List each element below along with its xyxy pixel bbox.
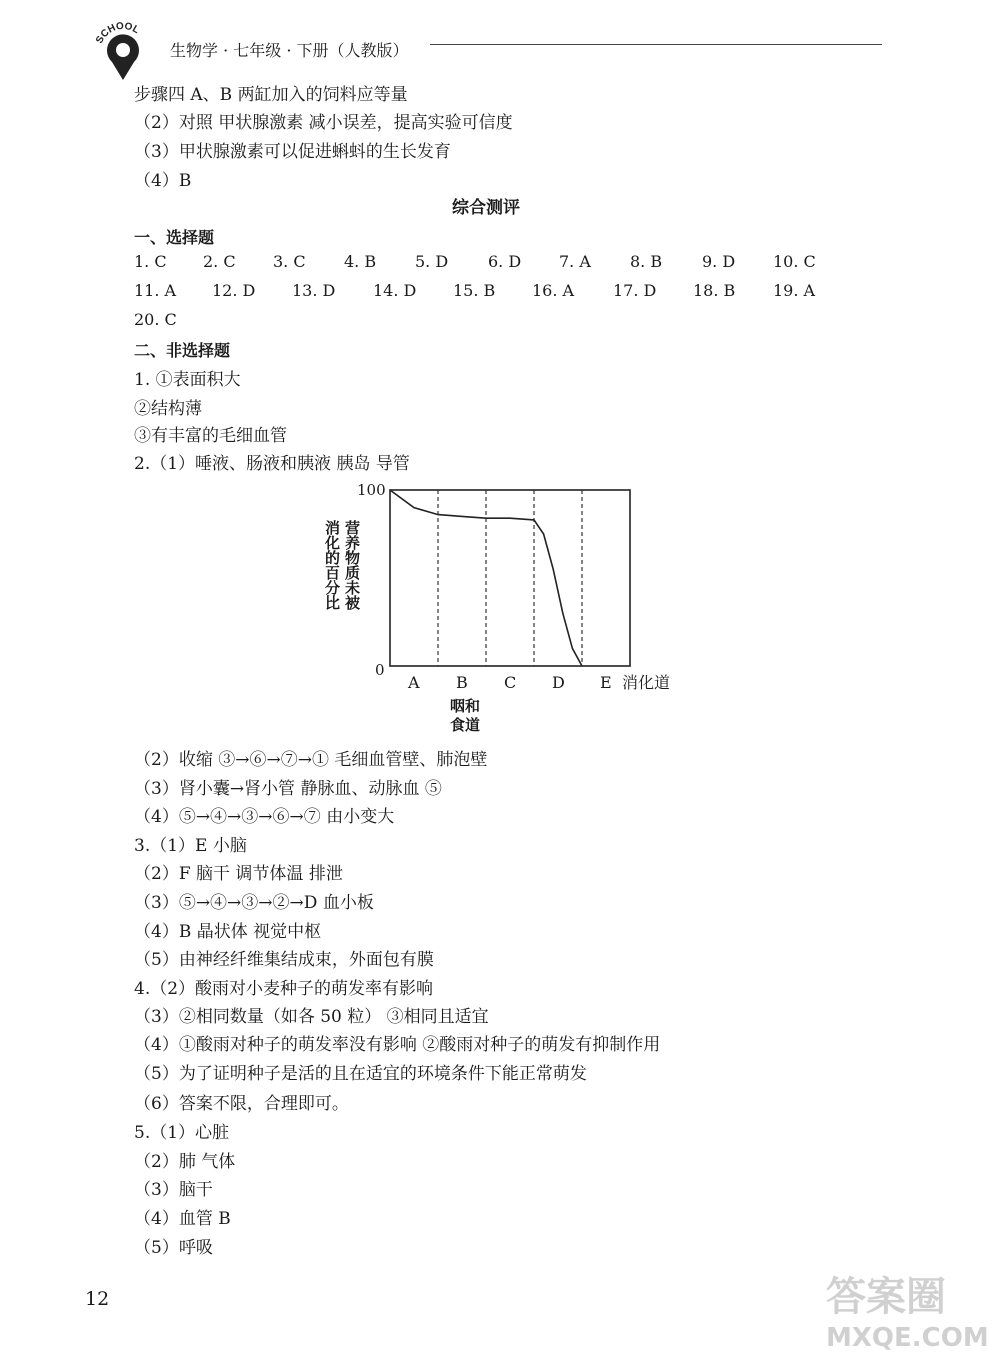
- header-rule: [430, 44, 882, 45]
- text-line: （3）肾小囊→肾小管 静脉血、动脉血 ⑤: [134, 779, 442, 799]
- y-tick-label: 0: [375, 661, 385, 679]
- page-number: 12: [85, 1288, 110, 1310]
- text-line: 4.（2）酸雨对小麦种子的萌发率有影响: [134, 979, 434, 999]
- plot-frame: [390, 490, 630, 666]
- choice-answer: 5. D: [415, 252, 449, 271]
- text-line: （4）①酸雨对种子的萌发率没有影响 ②酸雨对种子的萌发有抑制作用: [134, 1035, 661, 1055]
- category-sublabel: 咽和: [450, 697, 481, 715]
- text-line: 3.（1）E 小脑: [134, 836, 247, 856]
- choice-answer: 11. A: [134, 281, 177, 300]
- text-line: （3）甲状腺激素可以促进蝌蚪的生长发育: [134, 142, 451, 162]
- text-line: （2）F 脑干 调节体温 排泄: [134, 864, 343, 884]
- part2-title: 二、非选择题: [134, 341, 231, 360]
- choice-answer: 15. B: [453, 281, 496, 300]
- text-line: （4）⑤→④→③→⑥→⑦ 由小变大: [134, 807, 395, 827]
- category-sublabel: 食道: [450, 716, 481, 734]
- text-line: 2.（1）唾液、肠液和胰液 胰岛 导管: [134, 454, 410, 474]
- digestion-chart: [300, 478, 700, 740]
- choice-answer: 14. D: [373, 281, 417, 300]
- text-line: （5）呼吸: [134, 1238, 213, 1258]
- text-line: （3）②相同数量（如各 50 粒） ③相同且适宜: [134, 1007, 489, 1027]
- part1-title: 一、选择题: [134, 228, 215, 247]
- svg-text:SCHOOL: SCHOOL: [94, 22, 141, 46]
- y-axis-label: 营养物质未被: [343, 520, 361, 610]
- choice-answer: 1. C: [134, 252, 167, 271]
- x-tick-label: D: [552, 673, 565, 692]
- y-axis-label: 消化的百分比: [323, 520, 341, 610]
- choice-answer: 18. B: [693, 281, 736, 300]
- text-line: （2）对照 甲状腺激素 减小误差，提高实验可信度: [134, 113, 513, 133]
- choice-answer: 3. C: [273, 252, 306, 271]
- text-line: 步骤四 A、B 两缸加入的饲料应等量: [134, 85, 408, 105]
- text-line: （3）⑤→④→③→②→D 血小板: [134, 893, 374, 913]
- choice-answer: 4. B: [344, 252, 377, 271]
- choice-answer: 10. C: [773, 252, 816, 271]
- text-line: （4）B 晶状体 视觉中枢: [134, 922, 322, 942]
- text-line: （4）B: [134, 171, 192, 191]
- choice-answer: 20. C: [134, 310, 177, 329]
- choice-answer: 8. B: [630, 252, 663, 271]
- choice-answer: 17. D: [613, 281, 657, 300]
- section-title: 综合测评: [452, 198, 520, 218]
- choice-answer: 2. C: [203, 252, 236, 271]
- svg-text:答案圈: 答案圈: [826, 1274, 946, 1320]
- choice-answer: 9. D: [702, 252, 736, 271]
- x-axis-label: 消化道: [622, 673, 671, 692]
- x-tick-label: A: [408, 673, 420, 692]
- choice-answer: 7. A: [559, 252, 591, 271]
- school-logo-icon: [92, 22, 154, 84]
- choice-answer: 6. D: [488, 252, 522, 271]
- text-line: （3）脑干: [134, 1180, 213, 1200]
- x-tick-label: E: [600, 673, 612, 692]
- text-line: 5.（1）心脏: [134, 1123, 230, 1143]
- watermark-logo: [822, 1262, 992, 1352]
- text-line: （2）肺 气体: [134, 1152, 236, 1172]
- x-tick-label: C: [504, 673, 517, 692]
- text-line: （6）答案不限，合理即可。: [134, 1094, 349, 1114]
- choice-answer: 12. D: [212, 281, 256, 300]
- svg-text:MXQE.COM: MXQE.COM: [826, 1323, 989, 1352]
- y-tick-label: 100: [357, 481, 386, 499]
- text-line: 1. ①表面积大: [134, 370, 241, 390]
- text-line: （5）为了证明种子是活的且在适宜的环境条件下能正常萌发: [134, 1064, 587, 1084]
- choice-answer: 16. A: [532, 281, 575, 300]
- text-line: （5）由神经纤维集结成束，外面包有膜: [134, 950, 434, 970]
- text-line: ②结构薄: [134, 399, 202, 419]
- text-line: （4）血管 B: [134, 1209, 231, 1229]
- x-tick-label: B: [456, 673, 468, 692]
- choice-answer: 13. D: [292, 281, 336, 300]
- header-title: 生物学 · 七年级 · 下册（人教版）: [170, 41, 409, 60]
- text-line: ③有丰富的毛细血管: [134, 426, 287, 446]
- text-line: （2）收缩 ③→⑥→⑦→① 毛细血管壁、肺泡壁: [134, 750, 488, 770]
- choice-answer: 19. A: [773, 281, 816, 300]
